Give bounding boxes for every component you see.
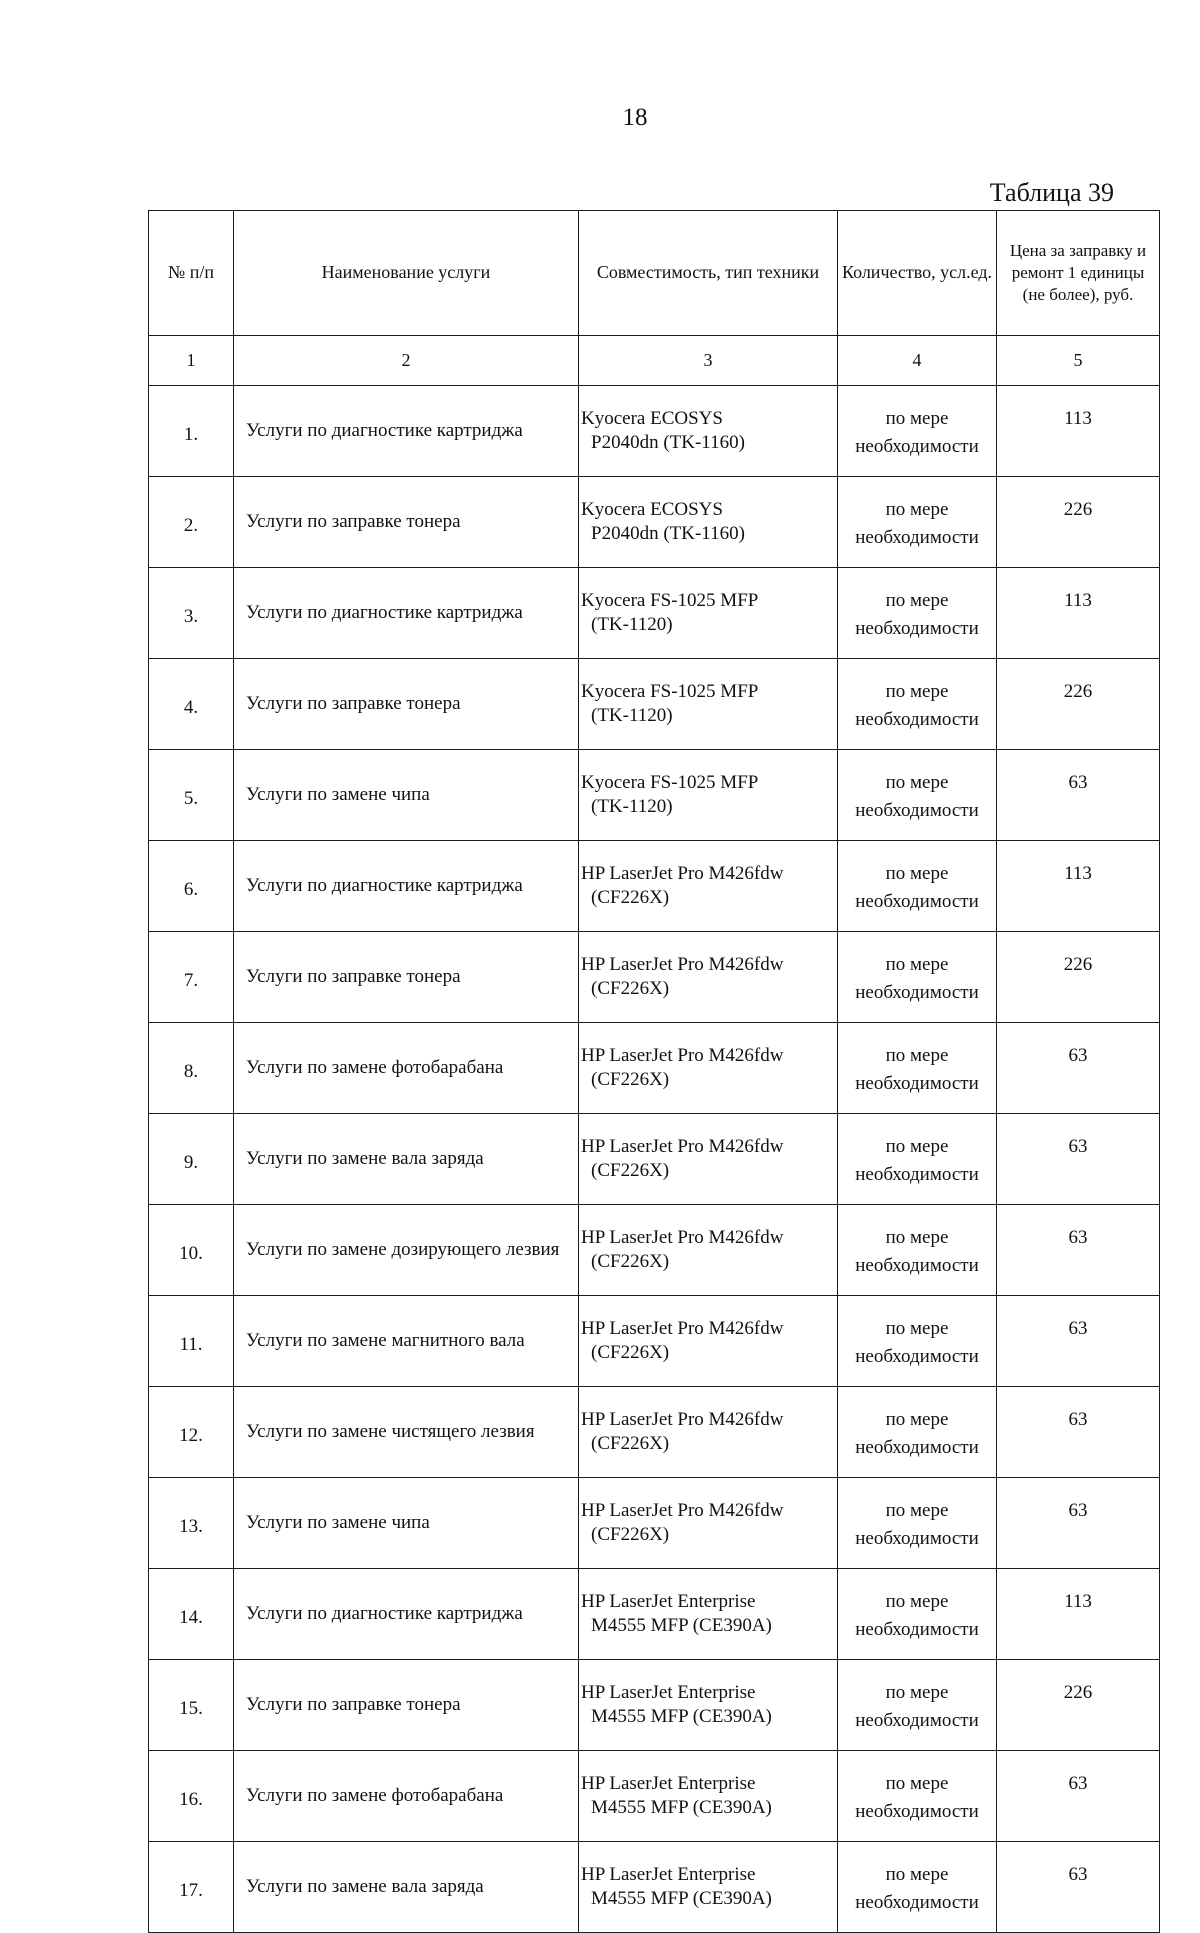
table-row [149,932,1160,1023]
quantity-line-2: необходимости [855,1892,979,1913]
services-table [148,210,1160,1933]
price: 113 [997,386,1160,477]
price: 113 [997,841,1160,932]
quantity-line-2: необходимости [855,800,979,821]
compatibility-line-1: Kyocera ECOSYS [581,407,723,429]
row-number: 4. [149,659,234,750]
service-name: Услуги по диагностике картриджа [234,1569,579,1660]
compatibility [579,750,838,841]
service-name: Услуги по замене фотобарабана [234,1023,579,1114]
compatibility-line-1: HP LaserJet Pro M426fdw [581,1317,784,1339]
quantity-line-2: необходимости [855,436,979,457]
compatibility-line-1: HP LaserJet Pro M426fdw [581,1408,784,1430]
table-row [149,1387,1160,1478]
quantity [838,1842,997,1933]
column-number: 5 [997,336,1160,386]
compatibility-line-1: Kyocera ECOSYS [581,498,723,520]
row-number: 8. [149,1023,234,1114]
row-number: 12. [149,1387,234,1478]
table-row [149,1569,1160,1660]
table-header-row [149,211,1160,336]
column-number: 2 [234,336,579,386]
quantity-line-2: необходимости [855,1528,979,1549]
compatibility-line-1: HP LaserJet Pro M426fdw [581,1226,784,1248]
quantity [838,1023,997,1114]
quantity-line-1: по мере [885,954,949,976]
compatibility-line-2: M4555 MFP (CE390A) [591,1706,772,1727]
compatibility [579,1023,838,1114]
quantity [838,1660,997,1751]
quantity-line-1: по мере [885,408,949,430]
compatibility [579,477,838,568]
row-number: 14. [149,1569,234,1660]
quantity-line-2: необходимости [855,1437,979,1458]
compatibility-line-2: (CF226X) [591,978,670,999]
compatibility-line-1: HP LaserJet Pro M426fdw [581,1135,784,1157]
price: 226 [997,477,1160,568]
quantity-line-2: необходимости [855,891,979,912]
compatibility [579,1842,838,1933]
quantity-line-1: по мере [885,1318,949,1340]
price: 63 [997,1751,1160,1842]
quantity-line-2: необходимости [855,618,979,639]
header-number: № п/п [149,211,234,336]
quantity [838,659,997,750]
service-name: Услуги по замене чипа [234,1478,579,1569]
row-number: 5. [149,750,234,841]
row-number: 13. [149,1478,234,1569]
service-name: Услуги по диагностике картриджа [234,841,579,932]
quantity [838,1387,997,1478]
price: 63 [997,750,1160,841]
column-number: 3 [579,336,838,386]
service-name: Услуги по заправке тонера [234,659,579,750]
compatibility-line-1: HP LaserJet Enterprise [581,1681,756,1703]
row-number: 3. [149,568,234,659]
column-number: 1 [149,336,234,386]
compatibility [579,841,838,932]
row-number: 17. [149,1842,234,1933]
service-name: Услуги по замене вала заряда [234,1114,579,1205]
quantity-line-1: по мере [885,1409,949,1431]
price: 226 [997,932,1160,1023]
row-number: 2. [149,477,234,568]
service-name: Услуги по замене дозирующего лезвия [234,1205,579,1296]
table-row [149,568,1160,659]
row-number: 7. [149,932,234,1023]
table-row [149,1660,1160,1751]
quantity-line-2: необходимости [855,1073,979,1094]
compatibility-line-2: (CF226X) [591,887,670,908]
row-number: 11. [149,1296,234,1387]
compatibility-line-2: (TK-1120) [591,614,673,635]
table-row [149,1114,1160,1205]
service-name: Услуги по замене магнитного вала [234,1296,579,1387]
compatibility-line-2: (CF226X) [591,1251,670,1272]
price: 63 [997,1842,1160,1933]
service-name: Услуги по замене чипа [234,750,579,841]
compatibility-line-2: M4555 MFP (CE390A) [591,1888,772,1909]
quantity [838,1296,997,1387]
quantity-line-2: необходимости [855,1710,979,1731]
compatibility [579,1387,838,1478]
quantity-line-1: по мере [885,1136,949,1158]
table-row [149,386,1160,477]
quantity-line-1: по мере [885,1773,949,1795]
service-name: Услуги по заправке тонера [234,1660,579,1751]
quantity-line-1: по мере [885,1045,949,1067]
page-number: 18 [622,104,648,131]
compatibility-line-2: M4555 MFP (CE390A) [591,1797,772,1818]
quantity [838,932,997,1023]
compatibility-line-1: HP LaserJet Enterprise [581,1772,756,1794]
quantity-line-1: по мере [885,772,949,794]
compatibility-line-2: (CF226X) [591,1069,670,1090]
header-quantity: Количество, усл.ед. [838,211,997,336]
row-number: 15. [149,1660,234,1751]
quantity [838,1205,997,1296]
service-name: Услуги по диагностике картриджа [234,386,579,477]
compatibility-line-1: HP LaserJet Pro M426fdw [581,1044,784,1066]
price: 63 [997,1205,1160,1296]
column-number: 4 [838,336,997,386]
compatibility-line-1: HP LaserJet Enterprise [581,1590,756,1612]
quantity [838,1569,997,1660]
compatibility [579,1569,838,1660]
quantity-line-1: по мере [885,863,949,885]
quantity-line-2: необходимости [855,1346,979,1367]
compatibility-line-2: (TK-1120) [591,705,673,726]
row-number: 16. [149,1751,234,1842]
quantity-line-1: по мере [885,1864,949,1886]
price: 226 [997,1660,1160,1751]
compatibility [579,1478,838,1569]
compatibility-line-1: HP LaserJet Pro M426fdw [581,862,784,884]
quantity [838,1751,997,1842]
price: 63 [997,1114,1160,1205]
quantity-line-2: необходимости [855,709,979,730]
price: 63 [997,1478,1160,1569]
compatibility [579,1751,838,1842]
quantity [838,750,997,841]
price: 63 [997,1023,1160,1114]
compatibility [579,659,838,750]
quantity-line-1: по мере [885,1500,949,1522]
quantity-line-2: необходимости [855,1801,979,1822]
service-name: Услуги по диагностике картриджа [234,568,579,659]
row-number: 1. [149,386,234,477]
compatibility-line-1: Kyocera FS-1025 MFP [581,771,759,793]
compatibility-line-1: Kyocera FS-1025 MFP [581,589,759,611]
service-name: Услуги по замене чистящего лезвия [234,1387,579,1478]
quantity-line-2: необходимости [855,1619,979,1640]
compatibility [579,386,838,477]
price: 63 [997,1296,1160,1387]
table-row [149,659,1160,750]
header-service-name: Наименование услуги [234,211,579,336]
compatibility-line-2: (CF226X) [591,1524,670,1545]
compatibility-line-2: (CF226X) [591,1433,670,1454]
header-compatibility: Совместимость, тип техники [579,211,838,336]
quantity [838,568,997,659]
quantity-line-2: необходимости [855,1255,979,1276]
table-row [149,841,1160,932]
quantity [838,1114,997,1205]
compatibility-line-1: HP LaserJet Pro M426fdw [581,1499,784,1521]
row-number: 9. [149,1114,234,1205]
quantity [838,841,997,932]
table-row [149,1023,1160,1114]
compatibility-line-2: (CF226X) [591,1342,670,1363]
compatibility [579,1660,838,1751]
price: 113 [997,1569,1160,1660]
table-row [149,1478,1160,1569]
price: 226 [997,659,1160,750]
quantity-line-2: необходимости [855,1164,979,1185]
quantity-line-2: необходимости [855,527,979,548]
table-row [149,1296,1160,1387]
compatibility [579,1114,838,1205]
table-row [149,750,1160,841]
compatibility-line-2: (TK-1120) [591,796,673,817]
quantity-line-1: по мере [885,1591,949,1613]
quantity-line-1: по мере [885,681,949,703]
quantity [838,1478,997,1569]
compatibility-line-1: Kyocera FS-1025 MFP [581,680,759,702]
service-name: Услуги по замене вала заряда [234,1842,579,1933]
row-number: 10. [149,1205,234,1296]
compatibility [579,1296,838,1387]
price: 113 [997,568,1160,659]
compatibility-line-1: HP LaserJet Pro M426fdw [581,953,784,975]
compatibility-line-2: M4555 MFP (CE390A) [591,1615,772,1636]
compatibility-line-2: (CF226X) [591,1160,670,1181]
header-price: Цена за заправку и ремонт 1 единицы (не более), руб. [997,211,1160,336]
compatibility-line-1: HP LaserJet Enterprise [581,1863,756,1885]
table-row [149,1842,1160,1933]
row-number: 6. [149,841,234,932]
table-body [149,386,1160,1933]
compatibility [579,1205,838,1296]
table-row [149,1205,1160,1296]
service-name: Услуги по заправке тонера [234,932,579,1023]
compatibility-line-2: P2040dn (TK-1160) [591,523,745,544]
service-name: Услуги по замене фотобарабана [234,1751,579,1842]
quantity [838,386,997,477]
compatibility-line-2: P2040dn (TK-1160) [591,432,745,453]
quantity-line-1: по мере [885,590,949,612]
compatibility [579,568,838,659]
quantity-line-1: по мере [885,499,949,521]
table-row [149,477,1160,568]
quantity-line-1: по мере [885,1682,949,1704]
compatibility [579,932,838,1023]
quantity-line-1: по мере [885,1227,949,1249]
service-name: Услуги по заправке тонера [234,477,579,568]
table-row [149,1751,1160,1842]
quantity-line-2: необходимости [855,982,979,1003]
price: 63 [997,1387,1160,1478]
column-number-row [149,336,1160,386]
quantity [838,477,997,568]
table-caption: Таблица 39 [989,178,1114,207]
